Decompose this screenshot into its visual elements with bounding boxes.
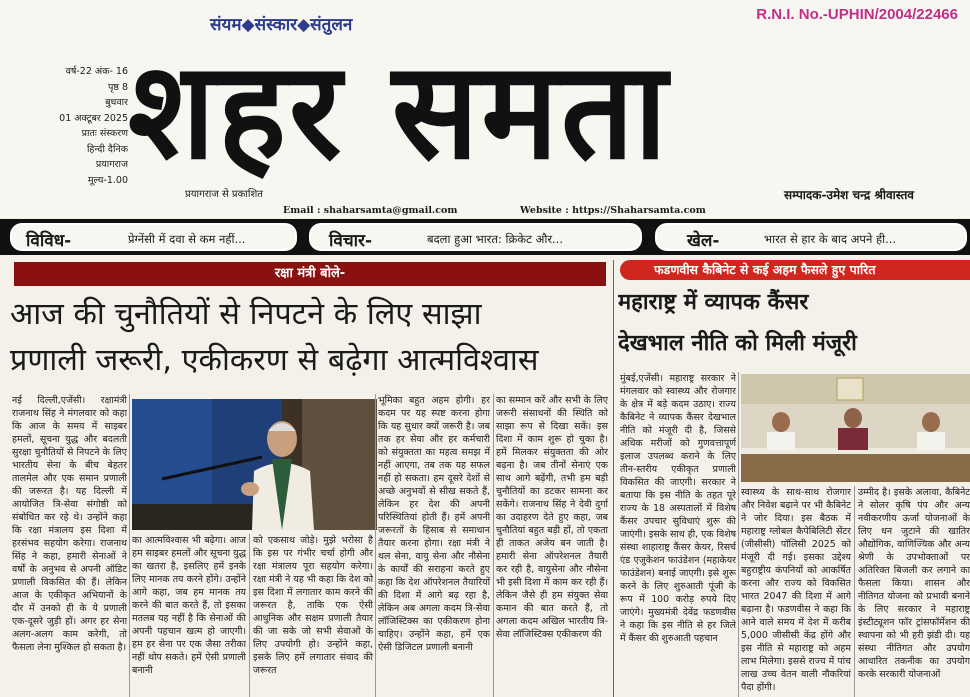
left-story-column-2: का आत्मविश्वास भी बढ़ेगा। आज हम साइबर हमलों और सूचना युद्ध का खतरा है, इसलिए हमें इनके लिए मानक तय करने होंगे। उन्होंने आगे कहा, जब हम मानक तय करने की बात करते हैं, तो इसका मतलब यह नहीं है कि सेनाओं की अपनी पहचान खत्म हो जाएगी। हम हर सेना पर एक जैसा तरीका नहीं थोप सकते। हमें ऐसी प्रणाली बनानी — [132, 535, 246, 676]
meta-line: प्रयागराज — [95, 159, 128, 170]
meta-line: पृष्ठ 8 — [107, 81, 128, 93]
column-rule — [129, 394, 130, 697]
email-line: Email : shaharsamta@gmail.com — [283, 205, 458, 216]
defence-minister-photo — [132, 399, 377, 530]
section-strip — [0, 219, 970, 255]
headline-line: महाराष्ट्र में व्यापक कैंसर — [618, 290, 809, 315]
left-story-column-4: भूमिका बहुत अहम होगी। हर कदम पर यह स्पष्ट करना होगा कि यह सुधार क्यों जरूरी है। जब तक हर सेवा और हर कर्मचारी को संयुक्तता का महत्व समझ में नहीं आएगा, तब तक यह सफल नहीं हो सकता। हम दूसरे देशों से अच्छे अनुभवों से सीख सकते हैं, लेकिन हर देश की अपनी परिस्थितियां होती हैं। हमें अपनी जरूरतों के हिसाब से समाधान तैयार करना होगा। रक्षा मंत्री ने थल सेना, वायु सेना और नौसेना के कार्यों की सराहना करते हुए कहा कि देश ऑपरेशनल तैयारियों की दिशा में आगे बढ़ रहा है, लेकिन अब अगला कदम त्रि-सेवा लॉजिस्टिक्स का एकीकरण होना चाहिए। उन्होंने कहा, हमें एक ऐसी डिजिटल प्रणाली बनानी — [378, 395, 490, 653]
column-rule — [375, 394, 376, 697]
masthead — [0, 0, 970, 218]
nav-teaser: बदला हुआ भारत: क्रिकेट और... — [427, 232, 563, 246]
nav-section-vividh[interactable] — [10, 223, 297, 251]
tagline: संयम◆संस्कार◆संतुलन — [210, 15, 353, 35]
nav-teaser: प्रेग्नेंसी में दवा से कम नहीं... — [128, 232, 246, 246]
publication-place: प्रयागराज से प्रकाशित — [185, 189, 263, 200]
speaker-photo-illustration — [132, 399, 377, 530]
nav-label: खेल- — [687, 231, 720, 251]
nav-section-vichar[interactable] — [309, 223, 642, 251]
column-rule — [493, 394, 494, 697]
rni-number: R.N.I. No.-UPHIN/2004/22466 — [756, 6, 958, 23]
website-line: Website : https://Shaharsamta.com — [520, 205, 706, 216]
nav-label: विचार- — [329, 231, 373, 251]
left-story-column-3: को एकसाथ जोड़े। मुझे भरोसा है कि इस पर गंभीर चर्चा होगी और रक्षा मंत्रालय पूरा सहयोग करेगा। रक्षा मंत्री ने यह भी कहा कि देश को इस दिशा में लगातार काम करने की जरूरत है, ताकि एक ऐसी आधुनिक और सक्षम प्रणाली तैयार की जा सके जो सभी सेवाओं के लिए उपयोगी हो। उन्होंने कहा, इसके लिए हमें लगातार संवाद की जरूरत — [253, 535, 373, 676]
column-rule — [854, 486, 855, 697]
meta-line: 01 अक्टूबर 2025 — [59, 112, 128, 124]
issue-meta — [38, 64, 128, 188]
left-story-column-1: नई दिल्ली,एजेंसी। रक्षामंत्री राजनाथ सिंह ने मंगलवार को कहा कि आज के समय में साइबर हमलों, सूचना युद्ध और बदलती सुरक्षा चुनौतियों से निपटने के लिए भारतीय सेना के बीच बेहतर तालमेल और एक समान प्रणाली की जरूरत है। यह दिल्ली में आयोजित त्रि-सेवा संगोष्ठी को संबोधित कर रहे थे। उन्होंने कहा कि रक्षा मंत्रालय इस दिशा में हरसंभव सहयोग करेगा। राजनाथ सिंह ने कहा, हमारी सेनाओं ने वर्षों के अनुभव से अपनी ऑडिट प्रणाली विकसित की हैं। लेकिन आज के एकीकृत अभियानों के दौर में उनको ही के ये प्रणाली एक-दूसरे जुड़ी हों। अगर हर सेना अलग-अलग काम करेगी, तो फैसला लेना मुश्किल हो सकता है। — [12, 395, 127, 653]
right-story-column-3: उम्मीद है। इसके अलावा, कैबिनेट ने सोलर कृषि पंप और अन्य नवीकरणीय ऊर्जा योजनाओं के लिए धन जुटाने की खातिर औद्योगिक, वाणिज्यिक और अन्य श्रेणी के उपभोक्ताओं पर अतिरिक्त बिजली कर लगाने का फैसला किया। शासन और नीतिगत योजना को प्रभावी बनाने के लिए सरकार ने महाराष्ट्र इंस्टीट्यूशन फॉर ट्रांसफॉर्मेशन की स्थापना को भी हरी झंडी दी। यह संस्था नीतिगत और उपयोग आधारित तकनीक का उपयोग करके सरकारी योजनाओं — [858, 487, 970, 680]
column-rule — [738, 372, 739, 697]
nav-section-khel[interactable] — [655, 223, 967, 251]
right-story-headline — [618, 282, 970, 364]
cabinet-photo-illustration — [741, 374, 970, 482]
right-story-column-2: स्वास्थ्य के साथ-साथ रोजगार और निवेश बढ़ाने पर भी कैबिनेट ने जोर दिया। इस बैठक में महाराष्ट्र ग्लोबल कैपेबिलिटी सेंटर (जीसीसी) पॉलिसी 2025 को मंजूरी दी गई। इसका उद्देश्य बहुराष्ट्रीय कंपनियों को आकर्षित करना और राज्य को विकसित भारत 2047 की दिशा में आगे बढ़ाना है। फडणवीस ने कहा कि आने वाले समय में देश में करीब 5,000 जीसीसी केंद्र होंगे और इस नीति से महाराष्ट्र को अहम लाभ मिलेगा। इससे राज्य में पांच लाख उच्च वेतन वाली नौकरियां पैदा होंगी। — [741, 487, 851, 693]
newspaper-logo: शहर समता — [128, 33, 671, 190]
column-rule — [249, 534, 250, 697]
meta-line: हिन्दी दैनिक — [86, 143, 128, 155]
meta-line: बुधवार — [105, 97, 128, 108]
right-story-column-1: मुंबई,एजेंसी। महाराष्ट्र सरकार ने मंगलवार को स्वास्थ्य और रोजगार के क्षेत्र में बड़े कदम उठाए। राज्य कैबिनेट ने व्यापक कैंसर देखभाल नीति को मंजूरी दी है, जिससे अधिक मरीजों को गुणवत्तापूर्ण इलाज उपलब्ध कराने के लिए तीन-स्तरीय एकीकृत प्रणाली विकसित की जाएगी। सरकार ने बताया कि इस नीति के तहत पूरे राज्य के 18 अस्पतालों में विशेष कैंसर उपचार सुविधाएं शुरू की जाएंगी। इसके साथ ही, एक विशेष संस्था शाहाराष्ट्र कैंसर केयर, रिसर्च एंड एजुकेशन फाउंडेशन (महाकेयर फाउंडेशन) बनाई जाएगी। इसे शुरू करने के लिए शुरुआती पूंजी के रूप में 100 करोड़ रुपये दिए जाएंगे। मुख्यमंत्री देवेंद्र फडणवीस ने कहा कि इस नीति से हर जिले में कैंसर की शुरुआती पहचान — [620, 373, 736, 644]
right-story-kicker: फडणवीस कैबिनेट से कई अहम फैसले हुए पारित — [620, 260, 970, 280]
headline-line: आज की चुनौतियों से निपटने के लिए साझा — [10, 297, 482, 332]
left-story-headline — [10, 292, 610, 384]
left-story-column-5: का सम्मान करें और सभी के लिए जरूरी संसाधनों की स्थिति को साझा रूप से दिखा सकें। इस दिशा में काम शुरू हो चुका है। हमें मिलकर संयुक्तता की ओर बढ़ना है। जब तीनों सेनाएं एक साथ आगे बढ़ेंगी, तभी हम बड़ी चुनौतियों का डटकर सामना कर सकेंगे। राजनाथ सिंह ने देवी दुर्गा का उदाहरण देते हुए कहा, जब चुनौतियां बहुत बड़ी हों, तो एकता ही ताकत अजेय बन जाती है। हमारी सेना ऑपरेशनल तैयारी कर रही है, वायुसेना और नौसेना भी इसी दिशा में काम कर रही हैं। लेकिन जैसे ही हम संयुक्त सेवा कमान की बात करते हैं, तो अगला कदम अखिल भारतीय त्रि-सेवा लॉजिस्टिक्स एकीकरण की — [496, 395, 608, 640]
left-story-kicker: रक्षा मंत्री बोले- — [14, 262, 606, 286]
editor-credit: सम्पादक-उमेश चन्द्र श्रीवास्तव — [784, 188, 914, 202]
meta-line: मूल्य-1.00 — [87, 174, 128, 186]
cabinet-meeting-photo — [741, 374, 970, 482]
headline-line: प्रणाली जरूरी, एकीकरण से बढ़ेगा आत्मविश्वास — [10, 343, 539, 378]
nav-label: विविध- — [26, 231, 72, 251]
meta-line: प्रातः संस्करण — [81, 128, 128, 139]
story-divider — [613, 260, 614, 697]
nav-teaser: भारत से हार के बाद अपने ही... — [764, 232, 897, 246]
meta-line: वर्ष-22 अंक- 16 — [65, 66, 128, 77]
headline-line: देखभाल नीति को मिली मंजूरी — [618, 331, 857, 356]
